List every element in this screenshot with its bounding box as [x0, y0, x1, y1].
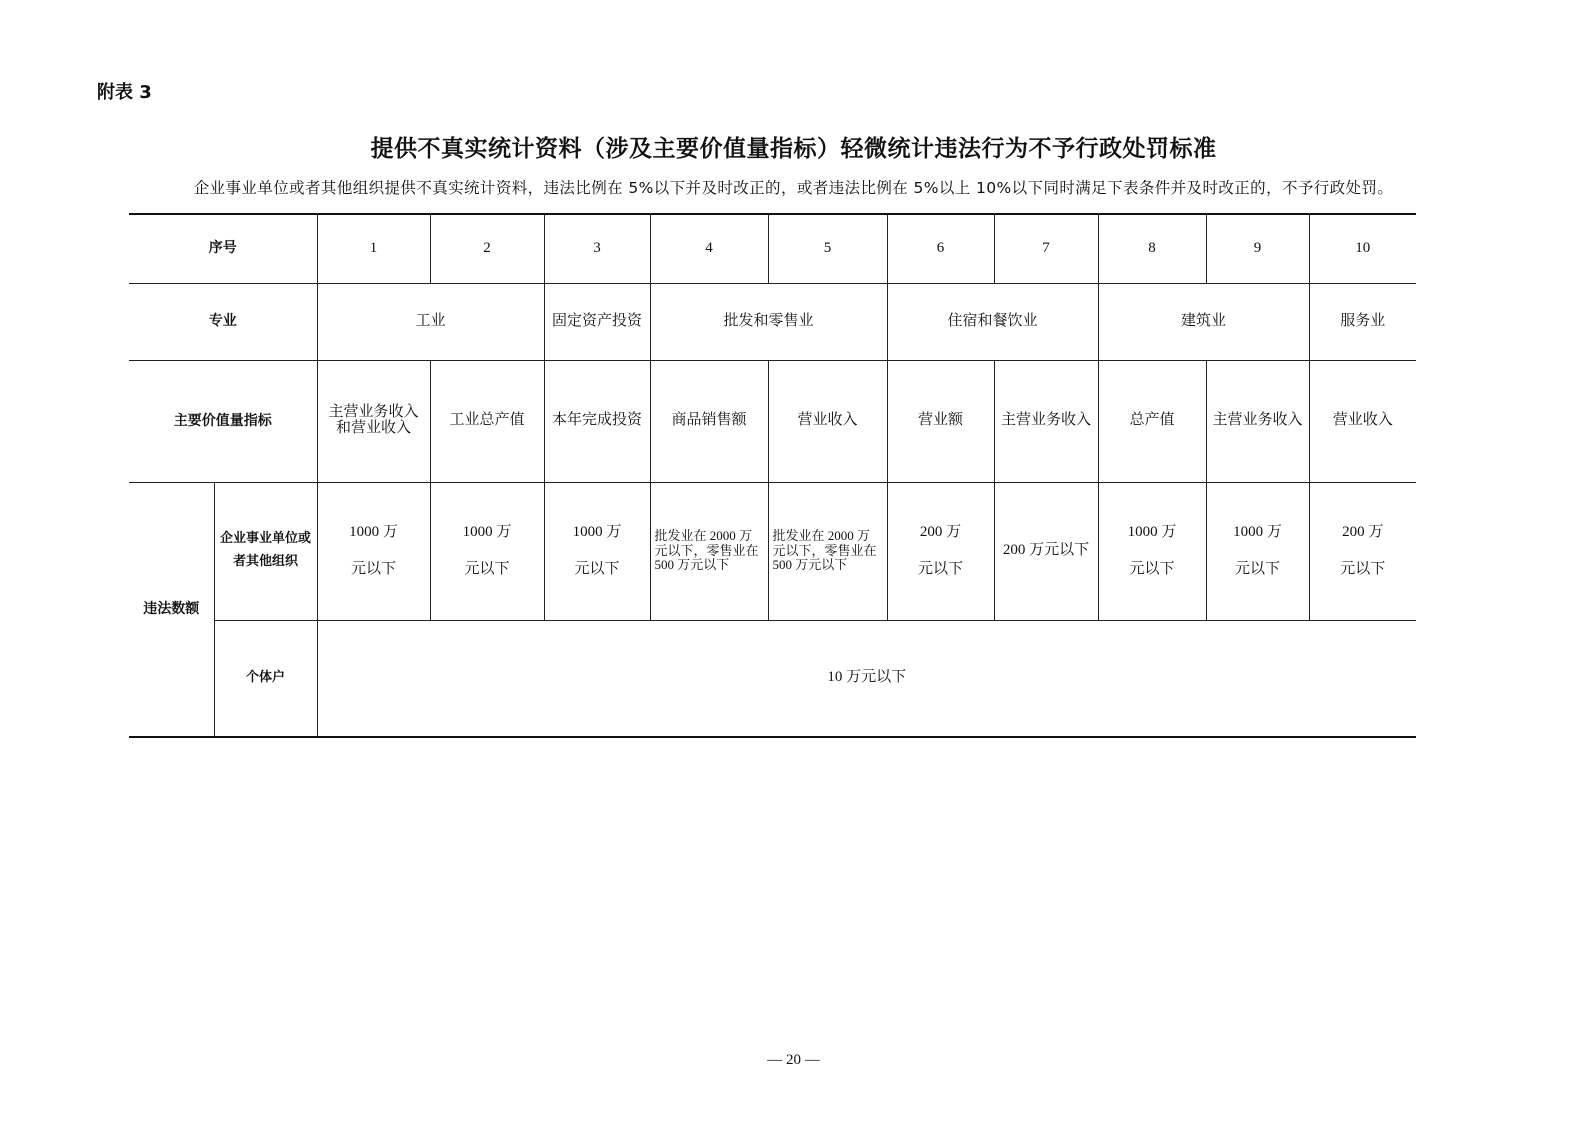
page-number: — 20 —	[767, 1052, 820, 1068]
seq-cell: 6	[887, 214, 994, 283]
attachment-label: 附表 3	[97, 82, 152, 103]
amount-text: 批发业在 2000 万元以下，零售业在 500 万元以下	[654, 527, 759, 573]
org-amount-cell	[544, 482, 650, 620]
indicator-cell: 总产值	[1098, 360, 1206, 482]
seq-cell: 4	[650, 214, 768, 283]
sector-cell: 批发和零售业	[650, 283, 887, 360]
amount-line: 1000 万	[572, 524, 622, 540]
amount-line: 元以下	[350, 561, 396, 577]
amount-line: 元以下	[464, 561, 510, 577]
seq-row	[129, 214, 1416, 283]
indicator-cell: 主营业务收入和营业收入	[317, 360, 430, 482]
sector-cell: 工业	[317, 283, 544, 360]
indicator-cell: 主营业务收入	[1206, 360, 1309, 482]
indicator-cell: 营业收入	[768, 360, 887, 482]
amount-line: 元以下	[1129, 561, 1175, 577]
sector-cell: 住宿和餐饮业	[887, 283, 1098, 360]
indicator-row	[129, 360, 1416, 482]
org-amount-row	[129, 482, 1416, 620]
seq-cell: 2	[430, 214, 544, 283]
seq-cell: 10	[1309, 214, 1416, 283]
org-amount-cell: 200 万元以下	[994, 482, 1098, 620]
amount-line: 元以下	[574, 561, 620, 577]
sector-header: 专业	[129, 283, 317, 360]
sector-row	[129, 283, 1416, 360]
org-amount-cell	[1098, 482, 1206, 620]
individual-amount-row	[129, 620, 1416, 737]
indicator-cell: 工业总产值	[430, 360, 544, 482]
individual-label: 个体户	[214, 620, 317, 737]
amount-line: 200 万	[919, 524, 962, 540]
indicator-cell: 营业收入	[1309, 360, 1416, 482]
org-amount-cell	[887, 482, 994, 620]
amount-header: 违法数额	[129, 482, 214, 737]
org-amount-cell	[1206, 482, 1309, 620]
document-description: 企业事业单位或者其他组织提供不真实统计资料，违法比例在 5%以下并及时改正的，或者违法比例在 5%以上 10%以下同时满足下表条件并及时改正的，不予行政处罚。	[193, 179, 1394, 197]
penalty-standard-table	[129, 213, 1416, 738]
indicator-cell: 主营业务收入	[994, 360, 1098, 482]
amount-line: 1000 万	[1233, 524, 1282, 540]
seq-cell: 7	[994, 214, 1098, 283]
sector-cell: 服务业	[1309, 283, 1416, 360]
seq-cell: 3	[544, 214, 650, 283]
org-amount-cell	[430, 482, 544, 620]
seq-cell: 8	[1098, 214, 1206, 283]
indicator-header: 主要价值量指标	[129, 360, 317, 482]
seq-cell: 9	[1206, 214, 1309, 283]
sector-cell: 建筑业	[1098, 283, 1309, 360]
individual-amount-cell: 10 万元以下	[317, 620, 1416, 737]
org-label: 企业事业单位或者其他组织	[214, 482, 317, 620]
seq-cell: 5	[768, 214, 887, 283]
amount-line: 1000 万	[462, 524, 512, 540]
amount-line: 元以下	[917, 561, 963, 577]
org-amount-cell	[650, 482, 768, 620]
seq-cell: 1	[317, 214, 430, 283]
document-title: 提供不真实统计资料（涉及主要价值量指标）轻微统计违法行为不予行政处罚标准	[370, 135, 1217, 162]
amount-line: 1000 万	[349, 524, 398, 540]
indicator-cell: 本年完成投资	[544, 360, 650, 482]
org-amount-cell	[1309, 482, 1416, 620]
sector-cell: 固定资产投资	[544, 283, 650, 360]
org-amount-cell	[317, 482, 430, 620]
seq-header: 序号	[129, 214, 317, 283]
amount-line: 元以下	[1340, 561, 1386, 577]
org-amount-cell	[768, 482, 887, 620]
amount-text: 批发业在 2000 万元以下，零售业在 500 万元以下	[772, 527, 877, 573]
indicator-cell: 商品销售额	[650, 360, 768, 482]
amount-line: 元以下	[1234, 561, 1280, 577]
amount-line: 200 万	[1342, 524, 1384, 540]
indicator-cell: 营业额	[887, 360, 994, 482]
amount-line: 1000 万	[1127, 524, 1177, 540]
